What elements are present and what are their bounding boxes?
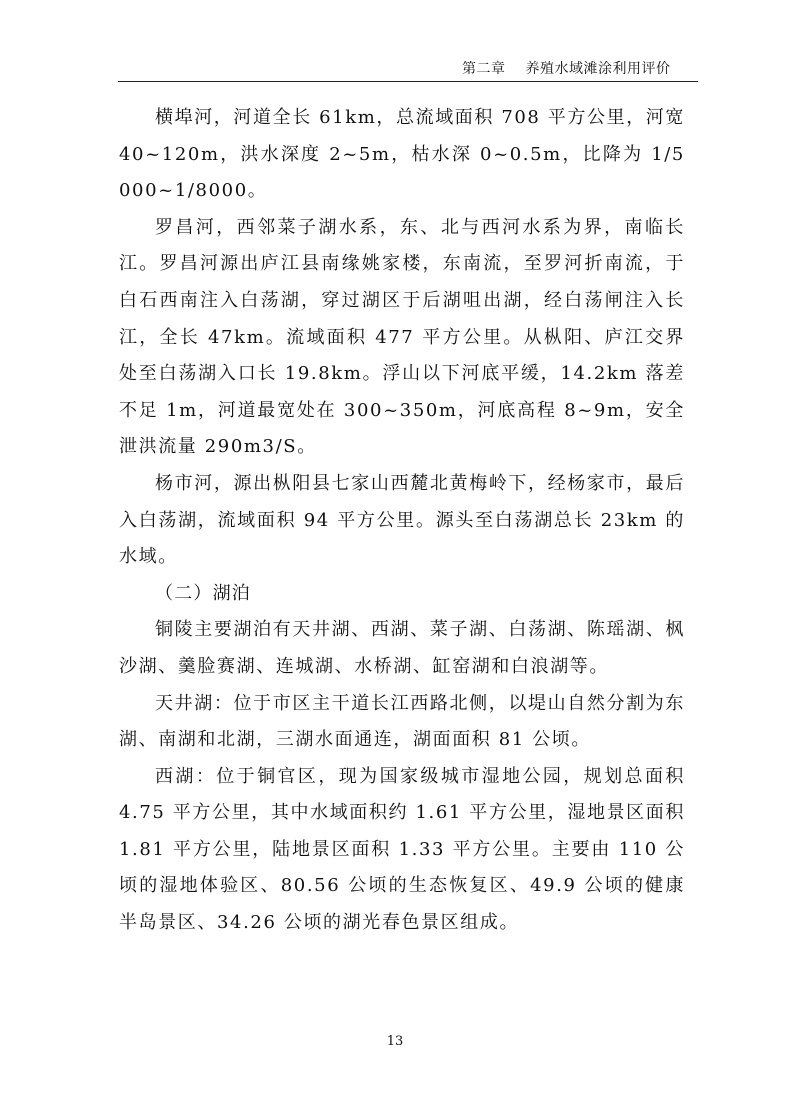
paragraph-hengbu-river: 横埠河，河道全长 61km，总流域面积 708 平方公里，河宽 40~120m，洪水深度 2~5m，枯水深 0~0.5m，比降为 1/5000~1/8000。: [119, 107, 685, 202]
running-header: [462, 60, 712, 78]
header-chapter: 第二章: [462, 61, 506, 77]
page-body: [119, 100, 685, 942]
paragraph-tongling-lakes: 铜陵主要湖泊有天井湖、西湖、菜子湖、白荡湖、陈瑶湖、枫沙湖、羹脸赛湖、连城湖、水桥湖、缸窑湖和白浪湖等。: [119, 619, 685, 677]
paragraph-luochang-river: 罗昌河，西邻菜子湖水系，东、北与西河水系为界，南临长江。罗昌河源出庐江县南缘姚家楼，东南流，至罗河折南流，于白石西南注入白荡湖，穿过湖区于后湖咀出湖，经白荡闸注入长江，全长 47km。流域面积 477 平方公里。从枞阳、庐江交界处至白荡湖入口长 19.8km。浮山以下河底平缓，14.2km 落差不足 1m，河道最宽处在 300~350m，河底高程 8~9m，安全泄洪流量 290m3/S。: [119, 216, 685, 458]
header-rule: [118, 81, 698, 82]
paragraph-tianjing-lake: 天井湖：位于市区主干道长江西路北侧，以堤山自然分割为东湖、南湖和北湖，三湖水面通连，湖面面积 81 公顷。: [119, 692, 685, 751]
header-title: 养殖水域滩涂利用评价: [525, 61, 671, 77]
paragraph-yangshi-river: 杨市河，源出枞阳县七家山西麓北黄梅岭下，经杨家市，最后入白荡湖，流域面积 94 平方公里。源头至白荡湖总长 23km 的水域。: [119, 472, 685, 568]
section-heading-lakes: （二）湖泊: [155, 582, 251, 604]
paragraph-west-lake: 西湖：位于铜官区，现为国家级城市湿地公园，规划总面积 4.75 平方公里，其中水域面积约 1.61 平方公里，湿地景区面积 1.81 平方公里，陆地景区面积 1.33 平方公里。主要由 110 公顷的湿地体验区、80.56 公顷的生态恢复区、49.9 公顷的健康半岛景区、34.26 公顷的湖光春色景区组成。: [119, 765, 685, 934]
page-number: 13: [386, 1034, 404, 1049]
